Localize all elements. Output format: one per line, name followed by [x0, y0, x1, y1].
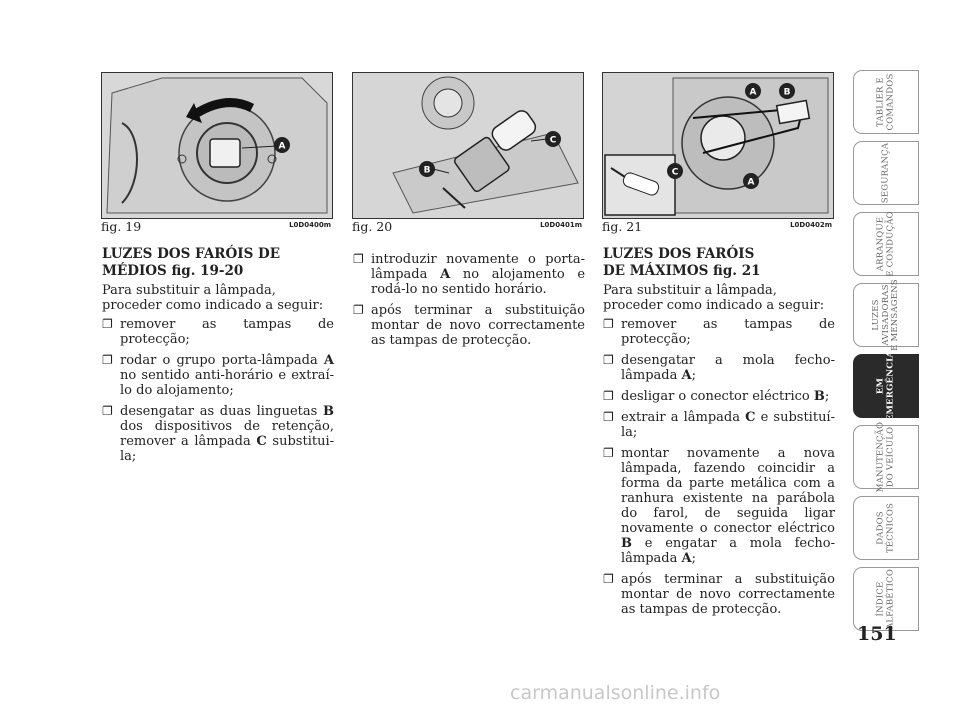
heading-line-2: MÉDIOS fig. 19-20	[102, 263, 244, 279]
figure-19-number: fig. 19	[101, 219, 142, 234]
heading-line-1: LUZES DOS FARÓIS DE	[102, 246, 281, 262]
tab-label: LUZES AVISADORAS E MENSAGENS	[870, 279, 900, 351]
figure-20-code: L0D0401m	[540, 221, 582, 229]
figure-19-code: L0D0400m	[289, 221, 331, 229]
step-item	[603, 572, 835, 617]
step-text: dos dispositivos de retenção, remover a lâmpada	[120, 419, 334, 449]
checkbox-bullet-icon: ❐	[102, 353, 113, 367]
page-number: 151	[857, 623, 897, 645]
step-text: após terminar a substituição montar de novo correctamente as tampas de protecção.	[371, 303, 585, 348]
figure-19-caption	[101, 219, 331, 234]
checkbox-bullet-icon: ❐	[102, 317, 113, 331]
tab-label: EM EMERGÊNCIA	[875, 350, 895, 422]
figure-21-caption	[602, 219, 832, 234]
label-a-top-text: A	[749, 87, 757, 98]
step-text: desengatar a mola fecho-lâmpada	[621, 353, 835, 383]
column-low-beam	[102, 246, 334, 470]
tab-luzes-avisadoras[interactable]	[853, 279, 919, 351]
ref-letter: A	[323, 353, 334, 368]
tab-manutencao-veiculo[interactable]	[853, 421, 919, 493]
ref-letter: B	[323, 404, 334, 419]
tab-label: SEGURANÇA	[880, 142, 891, 204]
step-text: no alojamento e rodá-lo no sentido horário.	[371, 267, 586, 297]
step-text: rodar o grupo porta-lâmpada	[120, 353, 324, 368]
figure-21-number: fig. 21	[602, 219, 643, 234]
tab-indice-alfabetico[interactable]	[853, 567, 919, 631]
checkbox-bullet-icon: ❐	[603, 317, 614, 331]
intro-text: Para substituir a lâmpada, proceder como indicado a seguir:	[102, 283, 324, 313]
ref-letter: A	[681, 551, 692, 566]
checkbox-bullet-icon: ❐	[603, 446, 614, 460]
step-text: no sentido anti-horário e extraí-lo do alojamento;	[120, 368, 334, 398]
heading-low-beam	[102, 246, 334, 280]
step-text: substitui-la;	[120, 434, 335, 464]
step-text: ;	[824, 389, 830, 404]
ref-letter: C	[256, 434, 267, 449]
heading-line-1: LUZES DOS FARÓIS	[603, 246, 755, 262]
figure-19-image	[101, 72, 333, 219]
figure-20-caption	[352, 219, 582, 234]
step-item	[603, 410, 835, 440]
column-high-beam	[603, 246, 835, 623]
section-tabs	[853, 70, 919, 638]
ref-letter: B	[813, 389, 825, 404]
figure-20-number: fig. 20	[352, 219, 393, 234]
steps-list	[603, 317, 835, 617]
step-item	[102, 353, 334, 398]
tab-label: DADOS TÉCNICOS	[875, 502, 895, 554]
tab-label: TABLIER E COMANDOS	[875, 73, 895, 131]
watermark-text: carmanualsonline.info	[510, 682, 721, 704]
heading-line-2: DE MÁXIMOS fig. 21	[603, 263, 761, 279]
step-text: montar novamente a nova lâmpada, fazendo coincidir a forma da parte metálica com a ranhura existente na parábola do farol, de seguida ligar novamente o conector eléctrico	[621, 446, 835, 536]
checkbox-bullet-icon: ❐	[603, 410, 614, 424]
label-a-bottom-text: A	[747, 177, 755, 188]
step-item	[603, 353, 835, 383]
label-c-text: C	[549, 135, 557, 146]
step-text: remover as tampas de protecção;	[120, 317, 334, 347]
step-text: introduzir novamente o porta-lâmpada	[371, 252, 585, 282]
checkbox-bullet-icon: ❐	[603, 389, 614, 403]
label-b-text: B	[783, 87, 791, 98]
checkbox-bullet-icon: ❐	[603, 572, 614, 586]
step-text: ;	[691, 551, 696, 566]
tab-arranque-conducao[interactable]	[853, 212, 919, 276]
heading-high-beam	[603, 246, 835, 280]
column-low-beam-continued	[353, 252, 585, 354]
step-text: e substituí-la;	[621, 410, 835, 440]
step-text: ;	[691, 368, 696, 383]
label-b-text: B	[423, 165, 431, 176]
steps-list	[102, 317, 334, 464]
step-item	[603, 446, 835, 566]
step-text: desengatar as duas linguetas	[120, 404, 323, 419]
label-c-text: C	[671, 167, 679, 178]
tab-dados-tecnicos[interactable]	[853, 496, 919, 560]
step-item	[353, 252, 585, 297]
checkbox-bullet-icon: ❐	[102, 404, 113, 418]
figure-21-code: L0D0402m	[790, 221, 832, 229]
tab-tablier-comandos[interactable]	[853, 70, 919, 134]
intro-text: Para substituir a lâmpada, proceder como indicado a seguir:	[603, 283, 825, 313]
ref-letter: A	[440, 267, 451, 282]
step-text: desligar o conector eléctrico	[621, 389, 814, 404]
tab-label: MANUTENÇÃO DO VEÍCULO	[875, 421, 895, 493]
tab-label: ARRANQUE E CONDUÇÃO	[875, 211, 895, 277]
step-item	[603, 317, 835, 347]
tab-em-emergencia[interactable]	[853, 350, 919, 422]
steps-list	[353, 252, 585, 348]
checkbox-bullet-icon: ❐	[353, 252, 364, 266]
checkbox-bullet-icon: ❐	[353, 303, 364, 317]
step-text: remover as tampas de protecção;	[621, 317, 835, 347]
step-item	[102, 317, 334, 347]
checkbox-bullet-icon: ❐	[603, 353, 614, 367]
label-a-text: A	[278, 141, 286, 152]
step-item	[353, 303, 585, 348]
step-text: extrair a lâmpada	[621, 410, 746, 425]
ref-letter: C	[745, 410, 756, 425]
step-text: e engatar a mola fecho-lâmpada	[621, 536, 835, 566]
tab-label: ÍNDICE ALFABÉTICO	[875, 568, 895, 630]
ref-letter: B	[621, 536, 632, 551]
step-item	[603, 389, 835, 404]
figure-21-image	[602, 72, 834, 219]
step-item	[102, 404, 334, 464]
step-text: após terminar a substituição montar de novo correctamente as tampas de protecção.	[621, 572, 835, 617]
figure-20-image	[352, 72, 584, 219]
tab-seguranca[interactable]	[853, 141, 919, 205]
ref-letter: A	[681, 368, 692, 383]
